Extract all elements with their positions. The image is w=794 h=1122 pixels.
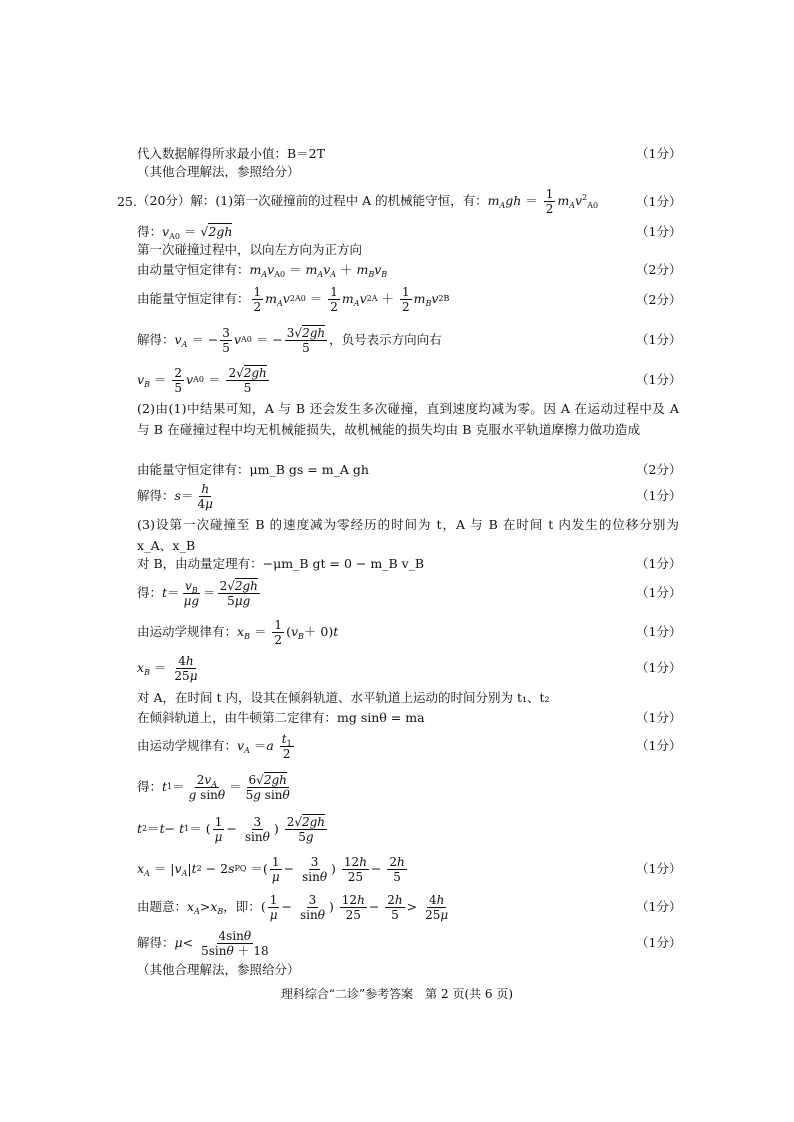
score-1: （1分） <box>636 146 682 161</box>
part3-momentum: 对 B，由动量定理有：−μm_B gt = 0 − m_B v_B <box>137 556 425 571</box>
equation-energy-a: $m_Agh$ ＝ $\frac{1}{2}$ $m_Av^2_{A0}$ <box>487 186 599 216</box>
score-8: （2分） <box>636 462 682 477</box>
score-14: （1分） <box>636 710 682 725</box>
solve-t-label: 得： <box>137 585 163 600</box>
solve-va0-line: 得：$v_{A0} = √2gh$ <box>137 224 233 241</box>
part3-va-line: 由运动学规律有： $v_A$ ＝ a $\frac{t_1}{2}$ <box>137 731 292 761</box>
score-5: （2分） <box>636 292 682 307</box>
part3-newton: 在倾斜轨道上，由牛顿第二定律有：mg sinθ = ma <box>137 710 425 725</box>
part3-xb-line: $x_B$ ＝ $\frac{4h}{25\mu}$ <box>137 653 198 683</box>
score-9: （1分） <box>636 488 682 503</box>
bottom-note: （其他合理解法，参照给分） <box>137 962 300 977</box>
problem-number: 25. <box>117 194 137 209</box>
kinematics-a-label: 由运动学规律有： <box>137 738 238 753</box>
direction-line: 第一次碰撞过程中，以向左方向为正方向 <box>137 242 363 257</box>
part2-solve-label: 解得： <box>137 488 175 503</box>
score-12: （1分） <box>636 624 682 639</box>
score-17: （1分） <box>636 899 682 914</box>
score-11: （1分） <box>636 585 682 600</box>
score-2: （1分） <box>636 194 682 209</box>
score-13: （1分） <box>636 660 682 675</box>
part3-xa-line: $x_A$ ＝ | $v_A$ | t 2 − 2 s PQ ＝( $\frac{1}{\mu}$ − $\frac{3}{\sin\theta}$ ) $\frac{12h}{25}$ − $\frac{2h}{5}$ <box>137 854 405 884</box>
momentum-line: 由动量守恒定律有：$m_Av_{A0} = m_Av_A + m_Bv_B$ <box>137 262 388 279</box>
score-3: （1分） <box>636 224 682 239</box>
condition-label: 由题意： <box>137 899 188 914</box>
score-15: （1分） <box>636 738 682 753</box>
score-total: （20分） <box>137 193 191 208</box>
vb-line: $v_B$ ＝ $\frac{2}{5}$ v A0 ＝ $\frac{2√2gh}{5}$ <box>137 365 267 395</box>
part3-condition-line: 由题意： $x_A$ > $x_B$ ，即： ( $\frac{1}{\mu}$ − $\frac{3}{\sin\theta}$ ) $\frac{12h}{25}$ − $\frac{2h}{5}$ > $\frac{4h}{25\mu}$ <box>137 892 449 922</box>
line-min-value: 代入数据解得所求最小值：B＝2T <box>137 146 325 161</box>
part1-intro: 解：(1)第一次碰撞前的过程中 A 的机械能守恒，有： <box>190 193 488 208</box>
part3-t1-line: 得： t 1 ＝ $\frac{2v_A}{\text{g sinθ}}$ ＝ $\frac{6√2gh}{\text{5g sinθ}}$ <box>137 772 290 802</box>
score-10: （1分） <box>636 556 682 571</box>
score-6: （1分） <box>636 332 682 347</box>
solve-label: 得： <box>137 224 163 239</box>
part3-t2-line: t 2 ＝ t − t 1 ＝ ( $\frac{1}{\mu}$ − $\frac{3}{\sin\theta}$ ) $\frac{2√2gh}{5g}$ <box>137 814 326 844</box>
part3-t-line: 得： t ＝ $\frac{v_B}{\mu g}$ ＝ $\frac{2√2gh}{5\mu g}$ <box>137 578 258 608</box>
page-footer: 理科综合“二诊”参考答案 第 2 页(共 6 页) <box>280 987 514 1001</box>
solve-t1-label: 得： <box>137 779 163 794</box>
energy-law-label: 由能量守恒定律有： <box>137 291 250 306</box>
solve-va-label: 解得： <box>137 332 175 347</box>
energy-line: 由能量守恒定律有： $\frac{1}{2}$ $m_Av$ 2 A0 ＝ $\frac{1}{2}$ $m_Av$ 2 A ＋ $\frac{1}{2}$ $m_Bv$ 2 B <box>137 284 450 314</box>
score-4: （2分） <box>636 262 682 277</box>
part3-paragraph: (3)设第一次碰撞至 B 的速度减为零经历的时间为 t，A 与 B 在时间 t 内发生的位移分别为 x_A、x_B <box>137 517 679 553</box>
part3-for-a: 对 A，在时间 t 内，设其在倾斜轨道、水平轨道上运动的时间分别为 t₁、t₂ <box>137 690 550 705</box>
part2-solve-line: 解得： s ＝ $\frac{h}{4\mu}$ <box>137 481 213 511</box>
score-7: （1分） <box>636 372 682 387</box>
part3-result-line: 解得： μ < $\frac{4\sin\theta}{5\sin\theta + 18}$ <box>137 928 269 958</box>
part3-xb-law-line: 由运动学规律有： $x_B$ ＝ $\frac{1}{2}$ ( $v_B$ ＋ 0) t <box>137 617 339 647</box>
result-label: 解得： <box>137 935 175 950</box>
score-16: （1分） <box>636 861 682 876</box>
part1-intro-line <box>137 186 677 216</box>
solve-va-line: 解得： $v_A$ ＝ − $\frac{3}{5}$ v A0 ＝ − $\frac{3√2gh}{5}$ ，负号表示方向向右 <box>137 325 442 355</box>
part2-energy: 由能量守恒定律有：μm_B gs = m_A gh <box>137 462 369 477</box>
direction-note: ，负号表示方向向右 <box>329 332 442 347</box>
note-other-methods: （其他合理解法，参照给分） <box>137 164 300 179</box>
kinematics-label: 由运动学规律有： <box>137 624 238 639</box>
score-18: （1分） <box>636 935 682 950</box>
momentum-law-label: 由动量守恒定律有： <box>137 262 250 277</box>
part2-paragraph: (2)由(1)中结果可知，A 与 B 还会发生多次碰撞，直到速度均减为零。因 A 在运动过程中及 A 与 B 在碰撞过程中均无机械能损失，故机械能的损失均由 B 克服水平轨道摩擦力做功造成 <box>137 401 679 437</box>
condition-mid: ，即： <box>223 899 261 914</box>
